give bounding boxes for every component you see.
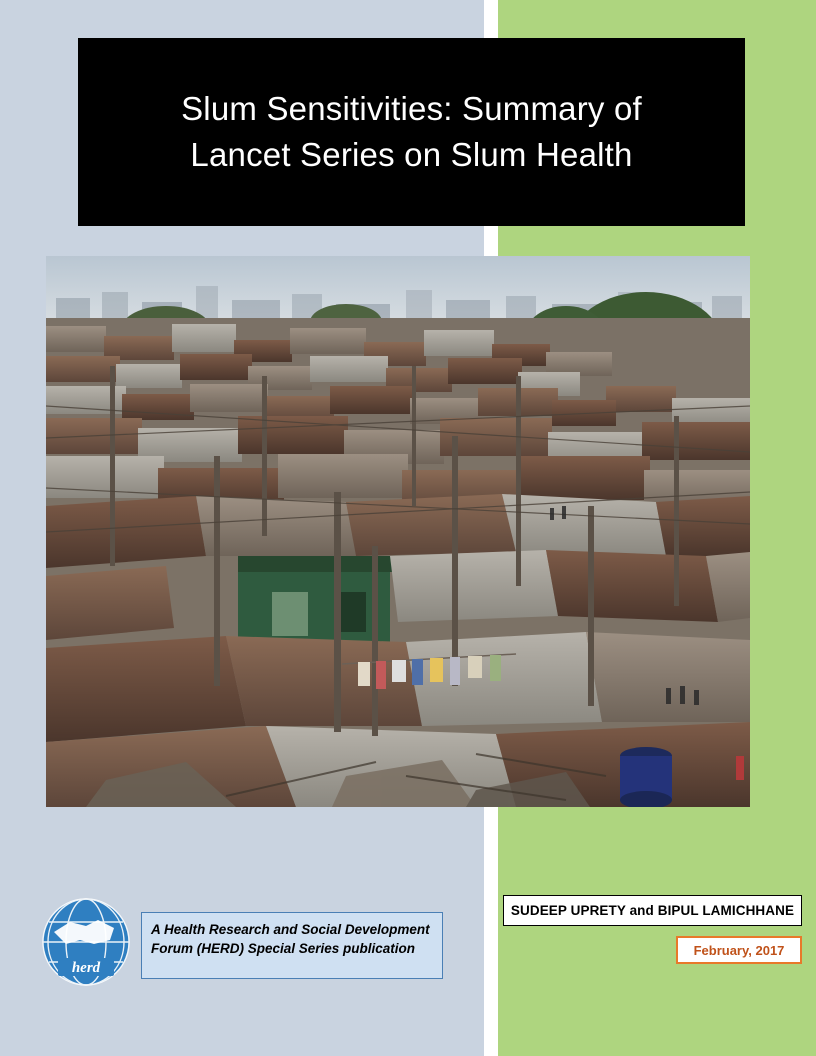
cover-photograph xyxy=(46,256,750,807)
herd-logo xyxy=(40,896,132,988)
publisher-note-text: A Health Research and Social Development Forum (HERD) Special Series publication xyxy=(151,922,430,956)
authors-box xyxy=(503,895,802,926)
authors-text: SUDEEP UPRETY and BIPUL LAMICHHANE xyxy=(510,903,795,918)
slum-photo-illustration xyxy=(46,256,750,807)
page-title-line-2: Lancet Series on Slum Health xyxy=(190,136,633,173)
publisher-note-box xyxy=(141,912,443,979)
herd-logo-wordmark: herd xyxy=(71,960,101,976)
globe-icon xyxy=(40,896,132,988)
date-box xyxy=(676,936,802,964)
page-title xyxy=(181,86,642,178)
title-block xyxy=(78,38,745,226)
page-title-line-1: Slum Sensitivities: Summary of xyxy=(181,90,642,127)
date-text: February, 2017 xyxy=(693,942,785,958)
